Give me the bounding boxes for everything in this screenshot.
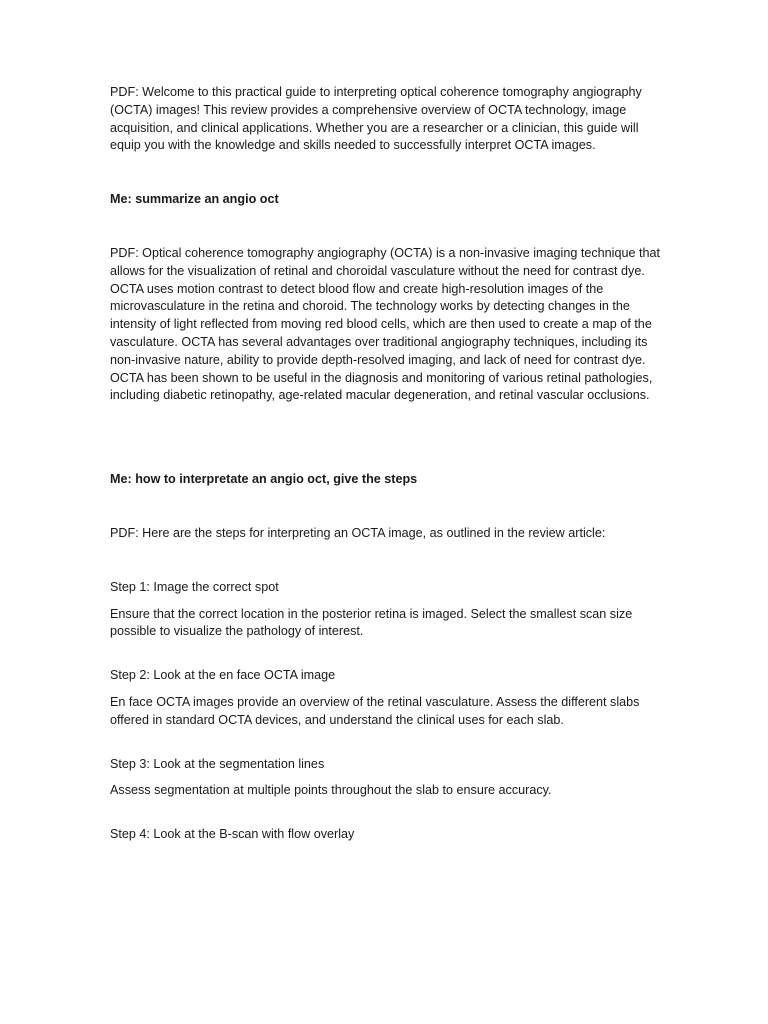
step-title: Step 2: Look at the en face OCTA image <box>110 668 336 683</box>
step-block <box>110 756 670 801</box>
answer-steps-intro: PDF: Here are the steps for interpreting an OCTA image, as outlined in the review article: <box>110 525 606 540</box>
user-question-steps: Me: how to interpretate an angio oct, give the steps <box>110 472 418 487</box>
user-question-summary: Me: summarize an angio oct <box>110 192 279 207</box>
step-block <box>110 826 670 844</box>
step-body: En face OCTA images provide an overview of the retinal vasculature. Assess the different slabs offered in standard OCTA devices, and understand the clinical uses for each slab. <box>110 694 640 727</box>
step-block <box>110 579 670 641</box>
step-body: Ensure that the correct location in the posterior retina is imaged. Select the smallest scan size possible to visualize the pathology of interest. <box>110 606 633 639</box>
step-block <box>110 667 670 729</box>
document-page <box>110 84 670 844</box>
step-body: Assess segmentation at multiple points throughout the slab to ensure accuracy. <box>110 783 552 798</box>
step-title: Step 3: Look at the segmentation lines <box>110 756 325 771</box>
step-title: Step 1: Image the correct spot <box>110 579 279 594</box>
answer-summary-paragraph: PDF: Optical coherence tomography angiography (OCTA) is a non-invasive imaging technique that allows for the visualization of retinal and choroidal vasculature without the need for contrast dye. OCTA uses motion contrast to detect blood flow and create high-resolution images of the microvasculature in the retina and choroid. The technology works by detecting changes in the intensity of light reflected from moving red blood cells, which are then used to create a map of the vasculature. OCTA has several advantages over traditional angiography techniques, including its non-invasive nature, ability to provide depth-resolved imaging, and lack of need for contrast dye. OCTA has been shown to be useful in the diagnosis and monitoring of various retinal pathologies, including diabetic retinopathy, age-related macular degeneration, and retinal vascular occlusions. <box>110 245 660 403</box>
intro-paragraph: PDF: Welcome to this practical guide to interpreting optical coherence tomography angiography (OCTA) images! This review provides a comprehensive overview of OCTA technology, image acquisition, and clinical applications. Whether you are a researcher or a clinician, this guide will equip you with the knowledge and skills needed to successfully interpret OCTA images. <box>110 85 642 153</box>
step-title: Step 4: Look at the B-scan with flow overlay <box>110 827 355 842</box>
